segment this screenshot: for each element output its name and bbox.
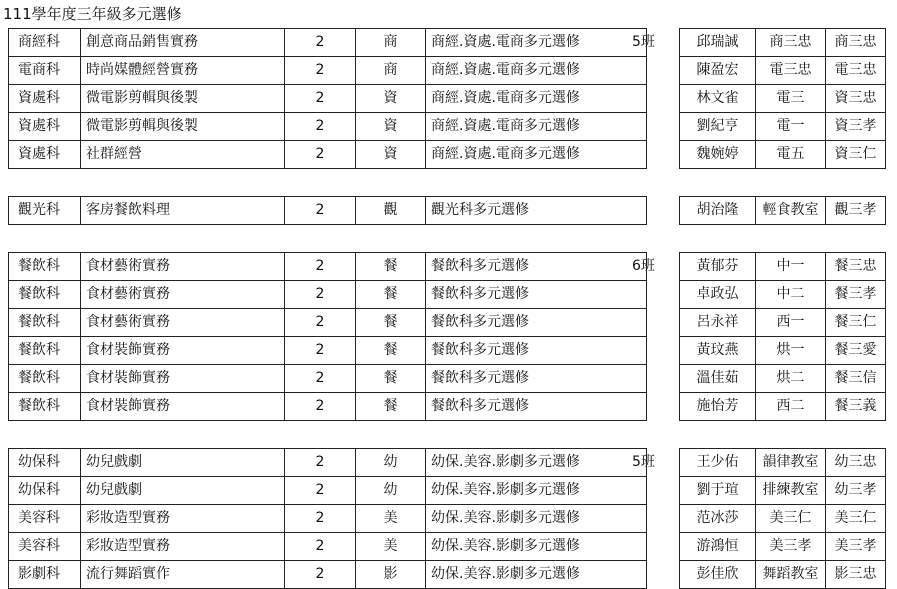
teacher-cell: 范冰莎 (680, 505, 756, 533)
table-row (9, 113, 647, 141)
dept-cell: 美容科 (9, 533, 81, 561)
abbr-cell: 幼 (356, 477, 426, 505)
credits-cell: 2 (285, 561, 356, 589)
abbr-cell: 幼 (356, 449, 426, 477)
table-row (680, 477, 886, 505)
class-cell: 餐三愛 (826, 337, 886, 365)
table-row (680, 57, 886, 85)
course-table (8, 196, 647, 225)
credits-cell: 2 (285, 365, 356, 393)
teacher-cell: 胡治隆 (680, 197, 756, 225)
note-cell: 幼保.美容.影劇多元選修 (426, 505, 647, 533)
dept-cell: 觀光科 (9, 197, 81, 225)
teacher-cell: 魏婉婷 (680, 141, 756, 169)
abbr-cell: 餐 (356, 253, 426, 281)
credits-cell: 2 (285, 533, 356, 561)
dept-cell: 餐飲科 (9, 253, 81, 281)
credits-cell: 2 (285, 253, 356, 281)
course-table (8, 448, 647, 589)
note-cell: 餐飲科多元選修 (426, 253, 647, 281)
abbr-cell: 影 (356, 561, 426, 589)
table-row (9, 309, 647, 337)
teacher-cell: 陳盈宏 (680, 57, 756, 85)
table-row (9, 337, 647, 365)
dept-cell: 餐飲科 (9, 281, 81, 309)
course-cell: 食材裝飾實務 (81, 337, 285, 365)
room-cell: 排練教室 (756, 477, 826, 505)
table-row (9, 477, 647, 505)
credits-cell: 2 (285, 85, 356, 113)
abbr-cell: 資 (356, 113, 426, 141)
class-count-label: 5班 (632, 454, 655, 470)
teacher-table (679, 28, 886, 169)
teacher-table (679, 448, 886, 589)
room-cell: 西二 (756, 393, 826, 421)
note-cell: 餐飲科多元選修 (426, 337, 647, 365)
credits-cell: 2 (285, 29, 356, 57)
teacher-cell: 劉于瑄 (680, 477, 756, 505)
table-row (680, 29, 886, 57)
table-row (680, 365, 886, 393)
abbr-cell: 餐 (356, 309, 426, 337)
course-cell: 食材裝飾實務 (81, 393, 285, 421)
page-title: 111學年度三年級多元選修 (3, 5, 182, 23)
table-row (9, 29, 647, 57)
course-cell: 食材裝飾實務 (81, 365, 285, 393)
table-row (9, 393, 647, 421)
note-cell: 餐飲科多元選修 (426, 393, 647, 421)
table-row (680, 533, 886, 561)
note-cell: 餐飲科多元選修 (426, 309, 647, 337)
room-cell: 美三孝 (756, 533, 826, 561)
table-row (9, 449, 647, 477)
course-cell: 彩妝造型實務 (81, 505, 285, 533)
dept-cell: 資處科 (9, 141, 81, 169)
class-cell: 餐三孝 (826, 281, 886, 309)
credits-cell: 2 (285, 281, 356, 309)
table-row (9, 141, 647, 169)
room-cell: 美三仁 (756, 505, 826, 533)
table-row (680, 449, 886, 477)
course-cell: 社群經營 (81, 141, 285, 169)
room-cell: 電一 (756, 113, 826, 141)
teacher-table (679, 252, 886, 421)
teacher-cell: 劉紀亨 (680, 113, 756, 141)
table-row (9, 505, 647, 533)
teacher-cell: 黃郁芬 (680, 253, 756, 281)
table-row (680, 253, 886, 281)
abbr-cell: 商 (356, 57, 426, 85)
credits-cell: 2 (285, 477, 356, 505)
course-table (8, 28, 647, 169)
room-cell: 中二 (756, 281, 826, 309)
room-cell: 韻律教室 (756, 449, 826, 477)
teacher-cell: 呂永祥 (680, 309, 756, 337)
table-row (680, 505, 886, 533)
abbr-cell: 餐 (356, 337, 426, 365)
course-cell: 創意商品銷售實務 (81, 29, 285, 57)
note-cell: 幼保.美容.影劇多元選修 (426, 477, 647, 505)
note-cell: 商經.資處.電商多元選修 (426, 29, 647, 57)
class-cell: 電三忠 (826, 57, 886, 85)
course-cell: 時尚媒體經營實務 (81, 57, 285, 85)
credits-cell: 2 (285, 449, 356, 477)
room-cell: 舞蹈教室 (756, 561, 826, 589)
room-cell: 電三 (756, 85, 826, 113)
table-row (9, 197, 647, 225)
note-cell: 商經.資處.電商多元選修 (426, 113, 647, 141)
note-cell: 幼保.美容.影劇多元選修 (426, 449, 647, 477)
teacher-cell: 施怡芳 (680, 393, 756, 421)
note-cell: 商經.資處.電商多元選修 (426, 141, 647, 169)
note-cell: 餐飲科多元選修 (426, 365, 647, 393)
course-cell: 微電影剪輯與後製 (81, 113, 285, 141)
class-cell: 餐三忠 (826, 253, 886, 281)
credits-cell: 2 (285, 505, 356, 533)
abbr-cell: 餐 (356, 393, 426, 421)
room-cell: 商三忠 (756, 29, 826, 57)
class-cell: 幼三忠 (826, 449, 886, 477)
teacher-table (679, 196, 886, 225)
table-row (9, 533, 647, 561)
dept-cell: 幼保科 (9, 449, 81, 477)
dept-cell: 電商科 (9, 57, 81, 85)
note-cell: 餐飲科多元選修 (426, 281, 647, 309)
table-row (680, 85, 886, 113)
teacher-cell: 彭佳欣 (680, 561, 756, 589)
class-cell: 餐三義 (826, 393, 886, 421)
room-cell: 輕食教室 (756, 197, 826, 225)
room-cell: 烘二 (756, 365, 826, 393)
table-row (680, 561, 886, 589)
class-cell: 資三忠 (826, 85, 886, 113)
abbr-cell: 美 (356, 533, 426, 561)
class-cell: 資三仁 (826, 141, 886, 169)
credits-cell: 2 (285, 141, 356, 169)
table-row (9, 85, 647, 113)
abbr-cell: 資 (356, 141, 426, 169)
dept-cell: 幼保科 (9, 477, 81, 505)
abbr-cell: 餐 (356, 281, 426, 309)
course-cell: 幼兒戲劇 (81, 449, 285, 477)
teacher-cell: 邱瑞誠 (680, 29, 756, 57)
table-row (9, 281, 647, 309)
dept-cell: 餐飲科 (9, 309, 81, 337)
note-cell: 觀光科多元選修 (426, 197, 647, 225)
credits-cell: 2 (285, 309, 356, 337)
course-cell: 流行舞蹈實作 (81, 561, 285, 589)
dept-cell: 商經科 (9, 29, 81, 57)
course-cell: 幼兒戲劇 (81, 477, 285, 505)
credits-cell: 2 (285, 113, 356, 141)
class-cell: 影三忠 (826, 561, 886, 589)
credits-cell: 2 (285, 337, 356, 365)
table-row (9, 57, 647, 85)
class-cell: 幼三孝 (826, 477, 886, 505)
course-cell: 微電影剪輯與後製 (81, 85, 285, 113)
course-cell: 食材藝術實務 (81, 281, 285, 309)
table-row (9, 365, 647, 393)
class-cell: 美三孝 (826, 533, 886, 561)
credits-cell: 2 (285, 197, 356, 225)
credits-cell: 2 (285, 57, 356, 85)
credits-cell: 2 (285, 393, 356, 421)
abbr-cell: 餐 (356, 365, 426, 393)
teacher-cell: 溫佳茹 (680, 365, 756, 393)
room-cell: 烘一 (756, 337, 826, 365)
table-row (9, 561, 647, 589)
course-table (8, 252, 647, 421)
teacher-cell: 卓政弘 (680, 281, 756, 309)
room-cell: 西一 (756, 309, 826, 337)
table-row (680, 113, 886, 141)
dept-cell: 資處科 (9, 113, 81, 141)
table-row (680, 337, 886, 365)
course-cell: 食材藝術實務 (81, 309, 285, 337)
note-cell: 商經.資處.電商多元選修 (426, 57, 647, 85)
dept-cell: 餐飲科 (9, 365, 81, 393)
course-cell: 彩妝造型實務 (81, 533, 285, 561)
abbr-cell: 觀 (356, 197, 426, 225)
dept-cell: 資處科 (9, 85, 81, 113)
class-count-label: 5班 (632, 34, 655, 50)
table-row (9, 253, 647, 281)
teacher-cell: 黃玟燕 (680, 337, 756, 365)
dept-cell: 餐飲科 (9, 337, 81, 365)
class-cell: 資三孝 (826, 113, 886, 141)
table-row (680, 281, 886, 309)
class-cell: 餐三信 (826, 365, 886, 393)
teacher-cell: 游鴻恒 (680, 533, 756, 561)
abbr-cell: 資 (356, 85, 426, 113)
dept-cell: 美容科 (9, 505, 81, 533)
class-cell: 觀三孝 (826, 197, 886, 225)
room-cell: 電五 (756, 141, 826, 169)
class-cell: 美三仁 (826, 505, 886, 533)
class-count-label: 6班 (632, 258, 655, 274)
class-cell: 餐三仁 (826, 309, 886, 337)
table-row (680, 141, 886, 169)
course-cell: 食材藝術實務 (81, 253, 285, 281)
table-row (680, 393, 886, 421)
note-cell: 幼保.美容.影劇多元選修 (426, 533, 647, 561)
dept-cell: 餐飲科 (9, 393, 81, 421)
note-cell: 幼保.美容.影劇多元選修 (426, 561, 647, 589)
class-cell: 商三忠 (826, 29, 886, 57)
abbr-cell: 商 (356, 29, 426, 57)
dept-cell: 影劇科 (9, 561, 81, 589)
note-cell: 商經.資處.電商多元選修 (426, 85, 647, 113)
room-cell: 電三忠 (756, 57, 826, 85)
table-row (680, 197, 886, 225)
table-row (680, 309, 886, 337)
teacher-cell: 王少佑 (680, 449, 756, 477)
room-cell: 中一 (756, 253, 826, 281)
course-cell: 客房餐飲料理 (81, 197, 285, 225)
teacher-cell: 林文雀 (680, 85, 756, 113)
abbr-cell: 美 (356, 505, 426, 533)
